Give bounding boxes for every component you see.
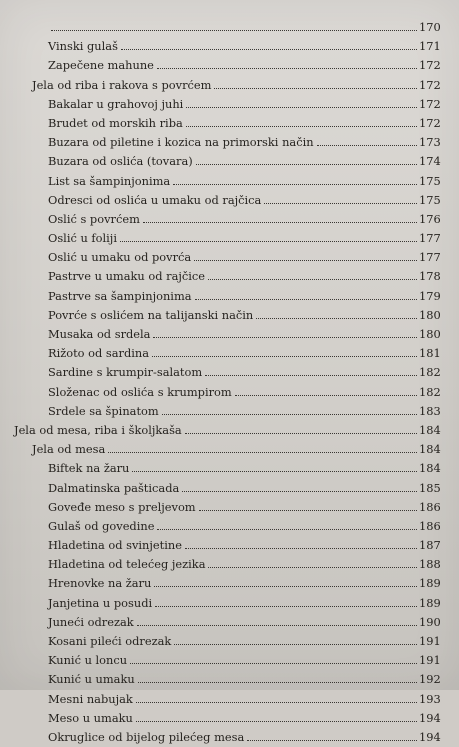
toc-entry-title: Oslić s povrćem — [48, 211, 140, 226]
toc-entry-title: Jela od mesa, riba i školjkaša — [14, 422, 182, 437]
dot-leader — [208, 567, 417, 568]
toc-entry-title: Buzara od oslića (tovara) — [48, 154, 193, 169]
toc-entry — [0, 536, 459, 555]
toc-entry-page-number: 177 — [419, 250, 441, 265]
toc-entry-title: Juneći odrezak — [48, 614, 134, 629]
toc-entry-page-number: 175 — [419, 192, 441, 207]
toc-entry-page-number: 170 — [419, 20, 441, 34]
toc-entry-title: Buzara od piletine i kozica na primorski način — [48, 135, 314, 150]
toc-entry — [0, 440, 459, 459]
toc-entry-page-number: 171 — [419, 39, 441, 54]
toc-entry — [0, 498, 459, 517]
toc-entry-title: Bakalar u grahovoj juhi — [48, 96, 184, 111]
toc-entry-title: Sardine s krumpir-salatom — [48, 365, 203, 380]
dot-leader — [153, 337, 417, 338]
dot-leader — [137, 625, 417, 626]
toc-entry-page-number: 183 — [419, 403, 441, 418]
dot-leader — [51, 30, 417, 31]
dot-leader — [130, 663, 417, 664]
toc-entry — [0, 613, 459, 632]
toc-entry-page-number: 194 — [419, 710, 441, 725]
toc-entry-title: Kosani pileći odrezak — [48, 634, 172, 648]
toc-entry-page-number: 182 — [419, 384, 441, 399]
toc-entry-page-number: 175 — [419, 173, 441, 188]
toc-entry-page-number: 174 — [419, 154, 441, 169]
toc-entry-title: Odresci od oslića u umaku od rajčica — [48, 192, 262, 207]
toc-entry-page-number: 193 — [419, 691, 441, 706]
toc-entry — [0, 37, 459, 56]
toc-entry-page-number: 189 — [419, 595, 441, 610]
toc-entry-title: List sa šampinjonima — [48, 173, 171, 188]
toc-entry-title: Hrenovke na žaru — [48, 576, 152, 591]
dot-leader — [208, 279, 417, 280]
toc-entry — [0, 479, 459, 498]
toc-entry-page-number: 172 — [419, 58, 441, 73]
toc-entry-page-number: 187 — [419, 538, 441, 553]
dot-leader — [132, 471, 417, 472]
toc-entry-page-number: 180 — [419, 327, 441, 341]
dot-leader — [186, 126, 417, 127]
dot-leader — [214, 88, 417, 89]
toc-entry — [0, 191, 459, 210]
toc-entry — [0, 114, 459, 133]
dot-leader — [194, 260, 417, 261]
toc-entry — [0, 267, 459, 286]
toc-entry-page-number: 182 — [419, 365, 441, 380]
toc-entry-title: Dalmatinska pašticada — [48, 480, 180, 495]
dot-leader — [136, 721, 417, 722]
toc-entry-page-number: 172 — [419, 96, 441, 111]
toc-entry-title: Pastrve u umaku od rajčice — [48, 269, 206, 284]
toc-entry-title: Hladetina od telećeg jezika — [48, 557, 206, 572]
toc-entry-page-number: 186 — [419, 518, 441, 533]
dot-leader — [185, 548, 417, 549]
toc-entry-title: Složenac od oslića s krumpirom — [48, 384, 232, 399]
dot-leader — [138, 682, 417, 683]
toc-entry-title: Kunić u loncu — [48, 653, 128, 668]
dot-leader — [264, 203, 417, 204]
dot-leader — [162, 414, 417, 415]
toc-entry-page-number: 188 — [419, 557, 441, 572]
toc-entry — [0, 421, 459, 440]
toc-entry-title: Srdele sa špinatom — [48, 403, 159, 418]
toc-entry-page-number: 189 — [419, 576, 441, 591]
toc-entry-title: Oslić u foliji — [48, 231, 117, 246]
dot-leader — [154, 586, 417, 587]
toc-entry-title: Jela od mesa — [32, 442, 106, 457]
toc-entry-title: Janjetina u posudi — [48, 595, 153, 610]
toc-entry — [0, 632, 459, 651]
dot-leader — [157, 529, 417, 530]
dot-leader — [143, 222, 417, 223]
table-of-contents — [0, 18, 459, 747]
toc-entry — [0, 248, 459, 267]
toc-entry — [0, 383, 459, 402]
dot-leader — [205, 375, 417, 376]
toc-entry-title: Povrće s oslićem na talijanski način — [48, 307, 254, 322]
dot-leader — [157, 68, 417, 69]
toc-entry-page-number: 181 — [419, 346, 441, 361]
toc-entry — [0, 574, 459, 593]
toc-entry-page-number: 178 — [419, 269, 441, 284]
toc-entry-page-number: 179 — [419, 288, 441, 303]
dot-leader — [186, 107, 417, 108]
toc-entry — [0, 18, 459, 37]
toc-entry-page-number: 184 — [419, 422, 441, 437]
dot-leader — [247, 740, 417, 741]
toc-entry — [0, 95, 459, 114]
toc-entry-title: Kunić u umaku — [48, 672, 135, 687]
toc-entry-title: Vinski gulaš — [48, 39, 118, 54]
toc-entry-page-number: 194 — [419, 729, 441, 744]
toc-entry — [0, 172, 459, 191]
toc-entry-page-number: 184 — [419, 442, 441, 457]
toc-entry — [0, 517, 459, 536]
dot-leader — [199, 510, 417, 511]
toc-entry-title: Biftek na žaru — [48, 461, 130, 476]
toc-entry-title: Hladetina od svinjetine — [48, 538, 182, 553]
toc-entry — [0, 728, 459, 747]
toc-entry-title: Meso u umaku — [48, 710, 133, 725]
toc-entry — [0, 709, 459, 728]
dot-leader — [196, 164, 417, 165]
dot-leader — [155, 606, 417, 607]
toc-entry-page-number: 192 — [419, 672, 441, 687]
toc-entry-page-number: 172 — [419, 115, 441, 130]
dot-leader — [121, 49, 417, 50]
toc-entry-page-number: 180 — [419, 307, 441, 322]
toc-entry-title: Gulaš od govedine — [48, 518, 155, 533]
toc-entry-title: Jela od riba i rakova s povrćem — [32, 77, 212, 92]
toc-entry-title: Rižoto od sardina — [48, 346, 150, 361]
dot-leader — [182, 491, 417, 492]
toc-entry — [0, 363, 459, 382]
toc-entry-title: Oslić u umaku od povrća — [48, 250, 192, 265]
toc-entry — [0, 651, 459, 670]
toc-entry — [0, 152, 459, 171]
toc-entry-title: Musaka od srdela — [48, 327, 151, 341]
toc-entry-page-number: 172 — [419, 77, 441, 92]
toc-entry — [0, 133, 459, 152]
toc-entry-title: Goveđe meso s preljevom — [48, 499, 196, 514]
dot-leader — [108, 452, 417, 453]
dot-leader — [136, 702, 417, 703]
toc-entry-title: Okruglice od bijelog pilećeg mesa — [48, 729, 245, 744]
toc-entry — [0, 287, 459, 306]
dot-leader — [256, 318, 417, 319]
toc-entry-page-number: 176 — [419, 211, 441, 226]
toc-entry — [0, 229, 459, 248]
toc-entry — [0, 56, 459, 75]
toc-entry — [0, 210, 459, 229]
toc-entry — [0, 594, 459, 613]
dot-leader — [185, 433, 417, 434]
toc-entry-page-number: 190 — [419, 614, 441, 629]
toc-entry-title: Brudet od morskih riba — [48, 115, 183, 130]
toc-entry — [0, 76, 459, 95]
dot-leader — [152, 356, 417, 357]
toc-entry-title: Pastrve sa šampinjonima — [48, 288, 192, 303]
toc-entry-page-number: 173 — [419, 135, 441, 150]
toc-entry-title: Mesni nabujak — [48, 691, 133, 706]
toc-entry — [0, 670, 459, 689]
toc-entry-page-number: 191 — [419, 653, 441, 668]
toc-entry — [0, 402, 459, 421]
toc-entry-page-number: 191 — [419, 634, 441, 648]
toc-entry — [0, 690, 459, 709]
toc-entry — [0, 555, 459, 574]
dot-leader — [173, 184, 417, 185]
dot-leader — [195, 299, 417, 300]
toc-entry-title: Zapečene mahune — [48, 58, 154, 73]
toc-entry — [0, 344, 459, 363]
toc-entry-page-number: 185 — [419, 480, 441, 495]
toc-entry-page-number: 177 — [419, 231, 441, 246]
dot-leader — [174, 644, 417, 645]
toc-entry-page-number: 184 — [419, 461, 441, 476]
dot-leader — [317, 145, 417, 146]
toc-entry — [0, 306, 459, 325]
dot-leader — [235, 395, 417, 396]
toc-entry — [0, 325, 459, 344]
dot-leader — [120, 241, 417, 242]
toc-entry-page-number: 186 — [419, 499, 441, 514]
toc-entry — [0, 459, 459, 478]
